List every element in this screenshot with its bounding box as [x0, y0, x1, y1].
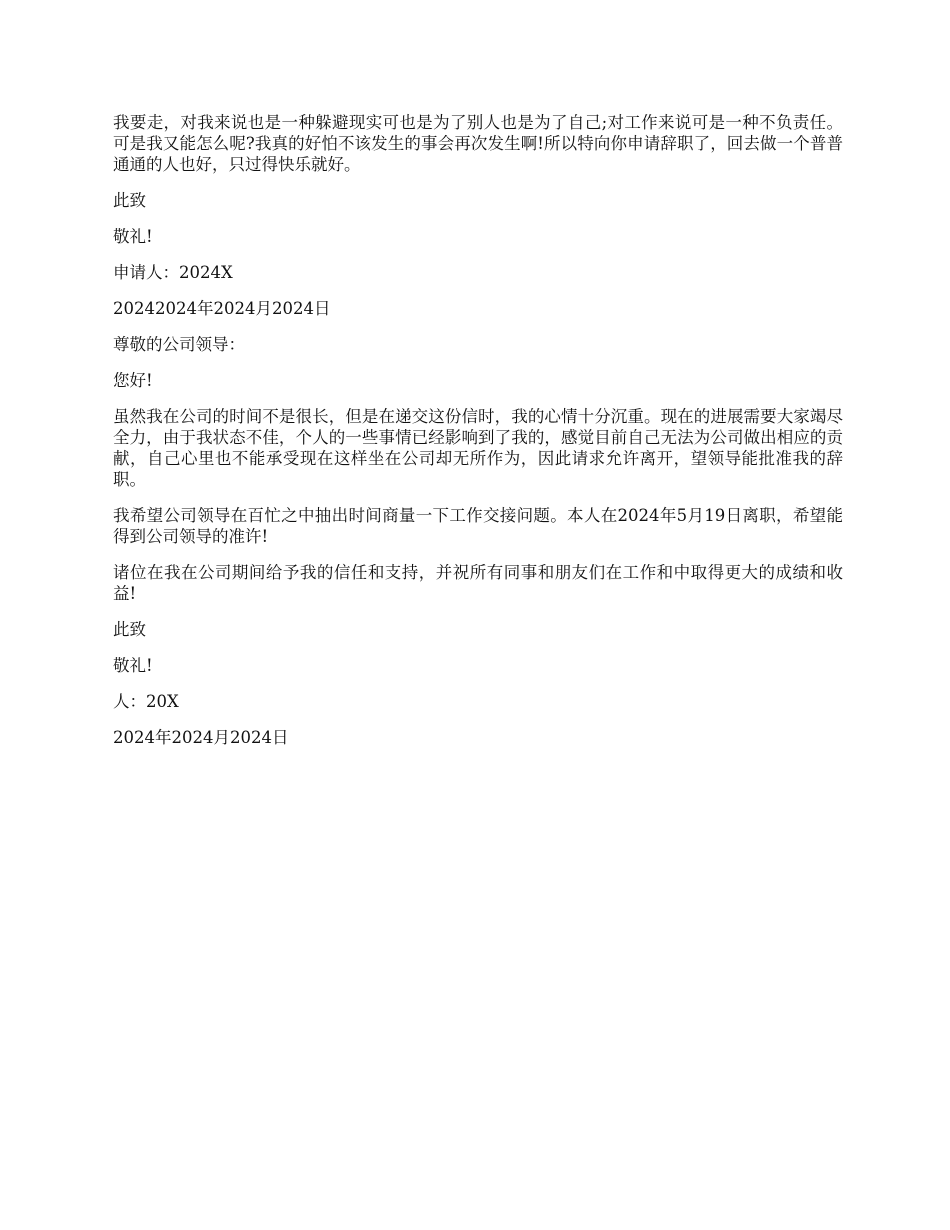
closing-regards: 敬礼!	[113, 227, 153, 246]
closing-salutation: 此致	[113, 191, 146, 210]
signature-2: 人：20X	[113, 692, 179, 711]
paragraph-body-reason: 虽然我在公司的时间不是很长，但是在递交这份信时，我的心情十分沉重。现在的进展需要大家竭尽全力，由于我状态不佳，个人的一些事情已经影响到了我的，感觉目前自己无法为公司做出相应的贡献，自己心里也不能承受现在这样坐在公司却无所作为，因此请求允许离开，望领导能批准我的辞职。	[113, 407, 843, 489]
letter-hello: 您好!	[113, 371, 153, 390]
closing-salutation-2: 此致	[113, 620, 146, 639]
signature-date: 20242024年2024月2024日	[113, 299, 331, 318]
paragraph-thanks: 诸位在我在公司期间给予我的信任和支持，并祝所有同事和朋友们在工作和中取得更大的成绩和收益!	[113, 563, 843, 603]
letter-greeting: 尊敬的公司领导：	[113, 335, 245, 354]
paragraph-intro-reason: 我要走，对我来说也是一种躲避现实可也是为了别人也是为了自己;对工作来说可是一种不负责任。可是我又能怎么呢?我真的好怕不该发生的事会再次发生啊!所以特向你申请辞职了，回去做一个普普通通的人也好，只过得快乐就好。	[113, 113, 843, 174]
signature-date-2: 2024年2024月2024日	[113, 728, 289, 747]
document-page	[113, 112, 843, 763]
applicant-signature: 申请人：2024X	[113, 263, 233, 282]
closing-regards-2: 敬礼!	[113, 656, 153, 675]
paragraph-handover: 我希望公司领导在百忙之中抽出时间商量一下工作交接问题。本人在2024年5月19日离职，希望能得到公司领导的准许!	[113, 506, 843, 546]
